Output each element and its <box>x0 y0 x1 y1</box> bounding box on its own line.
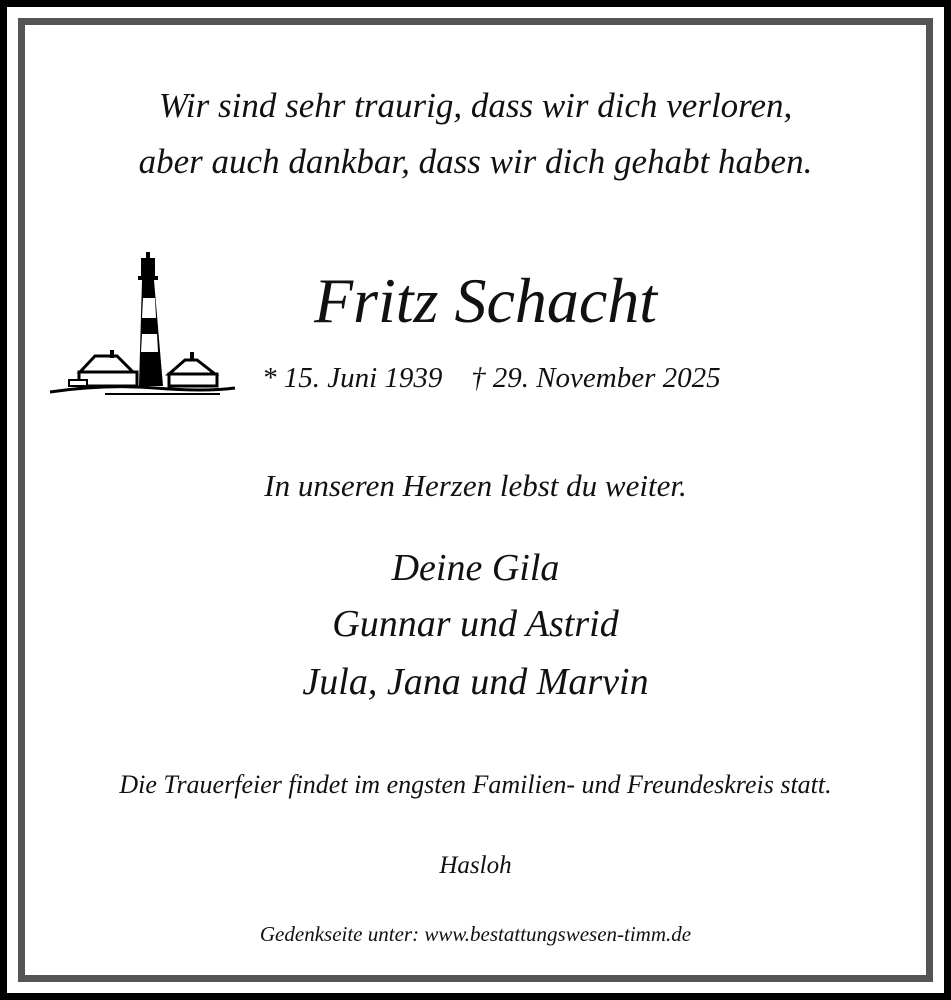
mourner: Jula, Jana und Marvin <box>302 661 649 703</box>
place: Hasloh <box>439 852 512 879</box>
death-date: † 29. November 2025 <box>470 362 721 394</box>
motto: In unseren Herzen lebst du weiter. <box>264 468 687 503</box>
quote-line-1: Wir sind sehr traurig, dass wir dich verloren, <box>158 86 793 125</box>
funeral-notice: Die Trauerfeier findet im engsten Familien- und Freundeskreis statt. <box>119 770 832 799</box>
mourner: Gunnar und Astrid <box>332 603 619 645</box>
deceased-name: Fritz Schacht <box>313 265 658 336</box>
memorial-page: Gedenkseite unter: www.bestattungswesen-timm.de <box>259 922 692 946</box>
life-dates <box>262 362 721 395</box>
birth-date: * 15. Juni 1939 <box>262 362 443 394</box>
quote-line-2: aber auch dankbar, dass wir dich gehabt haben. <box>138 142 813 181</box>
mourner: Deine Gila <box>391 547 560 589</box>
